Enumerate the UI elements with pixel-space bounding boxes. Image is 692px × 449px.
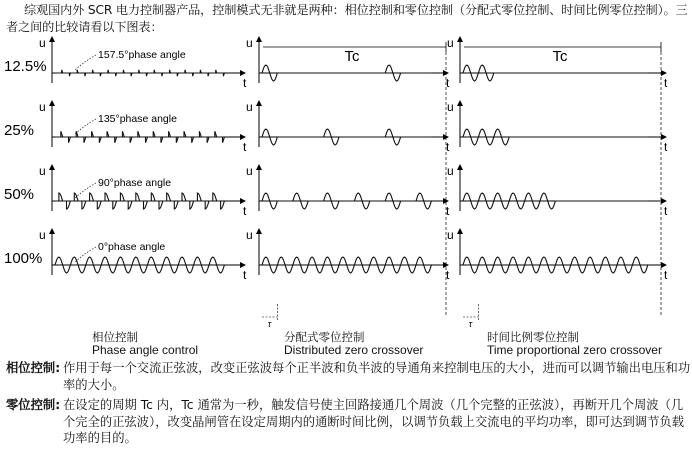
t-axis-label: t bbox=[664, 140, 668, 154]
u-axis-label: u bbox=[246, 164, 253, 178]
caption-distributed-zh: 分配式零位控制 bbox=[284, 330, 365, 344]
u-axis-label: u bbox=[39, 164, 46, 178]
u-axis-label: u bbox=[447, 36, 454, 50]
phase-angle-label: 0°phase angle bbox=[98, 241, 166, 253]
t-axis-label: t bbox=[243, 76, 247, 90]
u-axis-label: u bbox=[39, 228, 46, 242]
level-label: 12.5% bbox=[4, 58, 47, 75]
t-axis-label: t bbox=[243, 140, 247, 154]
t-axis-label: t bbox=[446, 268, 450, 282]
caption-time-proportional-zh: 时间比例零位控制 bbox=[487, 330, 579, 344]
u-axis-label: u bbox=[447, 228, 454, 242]
waveform bbox=[262, 65, 431, 81]
tau-label: τ bbox=[468, 319, 473, 329]
u-axis-label: u bbox=[447, 100, 454, 114]
definition-term: 相位控制: bbox=[6, 361, 61, 375]
caption-time-proportional-en: Time proportional zero crossover bbox=[487, 343, 662, 357]
phase-angle-label: 157.5°phase angle bbox=[98, 49, 186, 61]
caption-time-proportional bbox=[487, 331, 662, 357]
t-axis-label: t bbox=[446, 140, 450, 154]
tau-label: τ bbox=[267, 319, 272, 329]
level-label: 25% bbox=[4, 122, 35, 139]
phase-angle-leader bbox=[75, 247, 96, 262]
intro-paragraph: 综观国内外 SCR 电力控制器产品，控制模式无非就是两种：相位控制和零位控制（分配式零位控制、时间比例零位控制）。三者之间的比较请看以下图表： bbox=[6, 3, 688, 34]
u-axis-label: u bbox=[39, 100, 46, 114]
waveform bbox=[55, 131, 224, 142]
caption-phase-angle-zh: 相位控制 bbox=[92, 330, 138, 344]
waveform bbox=[262, 193, 431, 209]
t-axis-label: t bbox=[664, 76, 668, 90]
caption-phase-angle-en: Phase angle control bbox=[92, 343, 199, 357]
waveform bbox=[55, 70, 224, 76]
t-axis-label: t bbox=[243, 204, 247, 218]
level-label: 100% bbox=[4, 250, 43, 267]
definition-text: 在设定的周期 Tc 内，Tc 通常为一秒，触发信号使主回路接通几个周波（几个完整的正弦波），再断开几个周波（几个完全的正弦波），改变晶闸管在设定周期内的通断时间比例，以调节负载上交流电的平均功率，即可达到调节负载功率的目的。 bbox=[63, 398, 684, 445]
phase-angle-leader bbox=[75, 55, 96, 70]
t-axis-label: t bbox=[446, 76, 450, 90]
t-axis-label: t bbox=[664, 204, 668, 218]
phase-angle-label: 135°phase angle bbox=[98, 113, 177, 125]
t-axis-label: t bbox=[446, 204, 450, 218]
phase-angle-label: 90°phase angle bbox=[98, 177, 172, 189]
u-axis-label: u bbox=[39, 36, 46, 50]
phase-angle-leader bbox=[75, 119, 96, 134]
definition-term: 零位控制: bbox=[6, 398, 61, 412]
waveform bbox=[262, 129, 431, 145]
u-axis-label: u bbox=[246, 100, 253, 114]
control-mode-diagram bbox=[0, 34, 692, 334]
tc-label: Tc bbox=[344, 48, 360, 65]
tc-label: Tc bbox=[552, 48, 568, 65]
u-axis-label: u bbox=[246, 36, 253, 50]
caption-distributed bbox=[284, 331, 423, 357]
level-label: 50% bbox=[4, 186, 35, 203]
definition-text: 作用于每一个交流正弦波，改变正弦波每个正半波和负半波的导通角来控制电压的大小，进而可以调节输出电压和功率的大小。 bbox=[63, 361, 691, 392]
phase-angle-leader bbox=[75, 183, 96, 198]
caption-phase-angle bbox=[92, 331, 198, 357]
caption-distributed-en: Distributed zero crossover bbox=[284, 343, 424, 357]
u-axis-label: u bbox=[447, 164, 454, 178]
u-axis-label: u bbox=[246, 228, 253, 242]
t-axis-label: t bbox=[243, 268, 247, 282]
t-axis-label: t bbox=[664, 268, 668, 282]
